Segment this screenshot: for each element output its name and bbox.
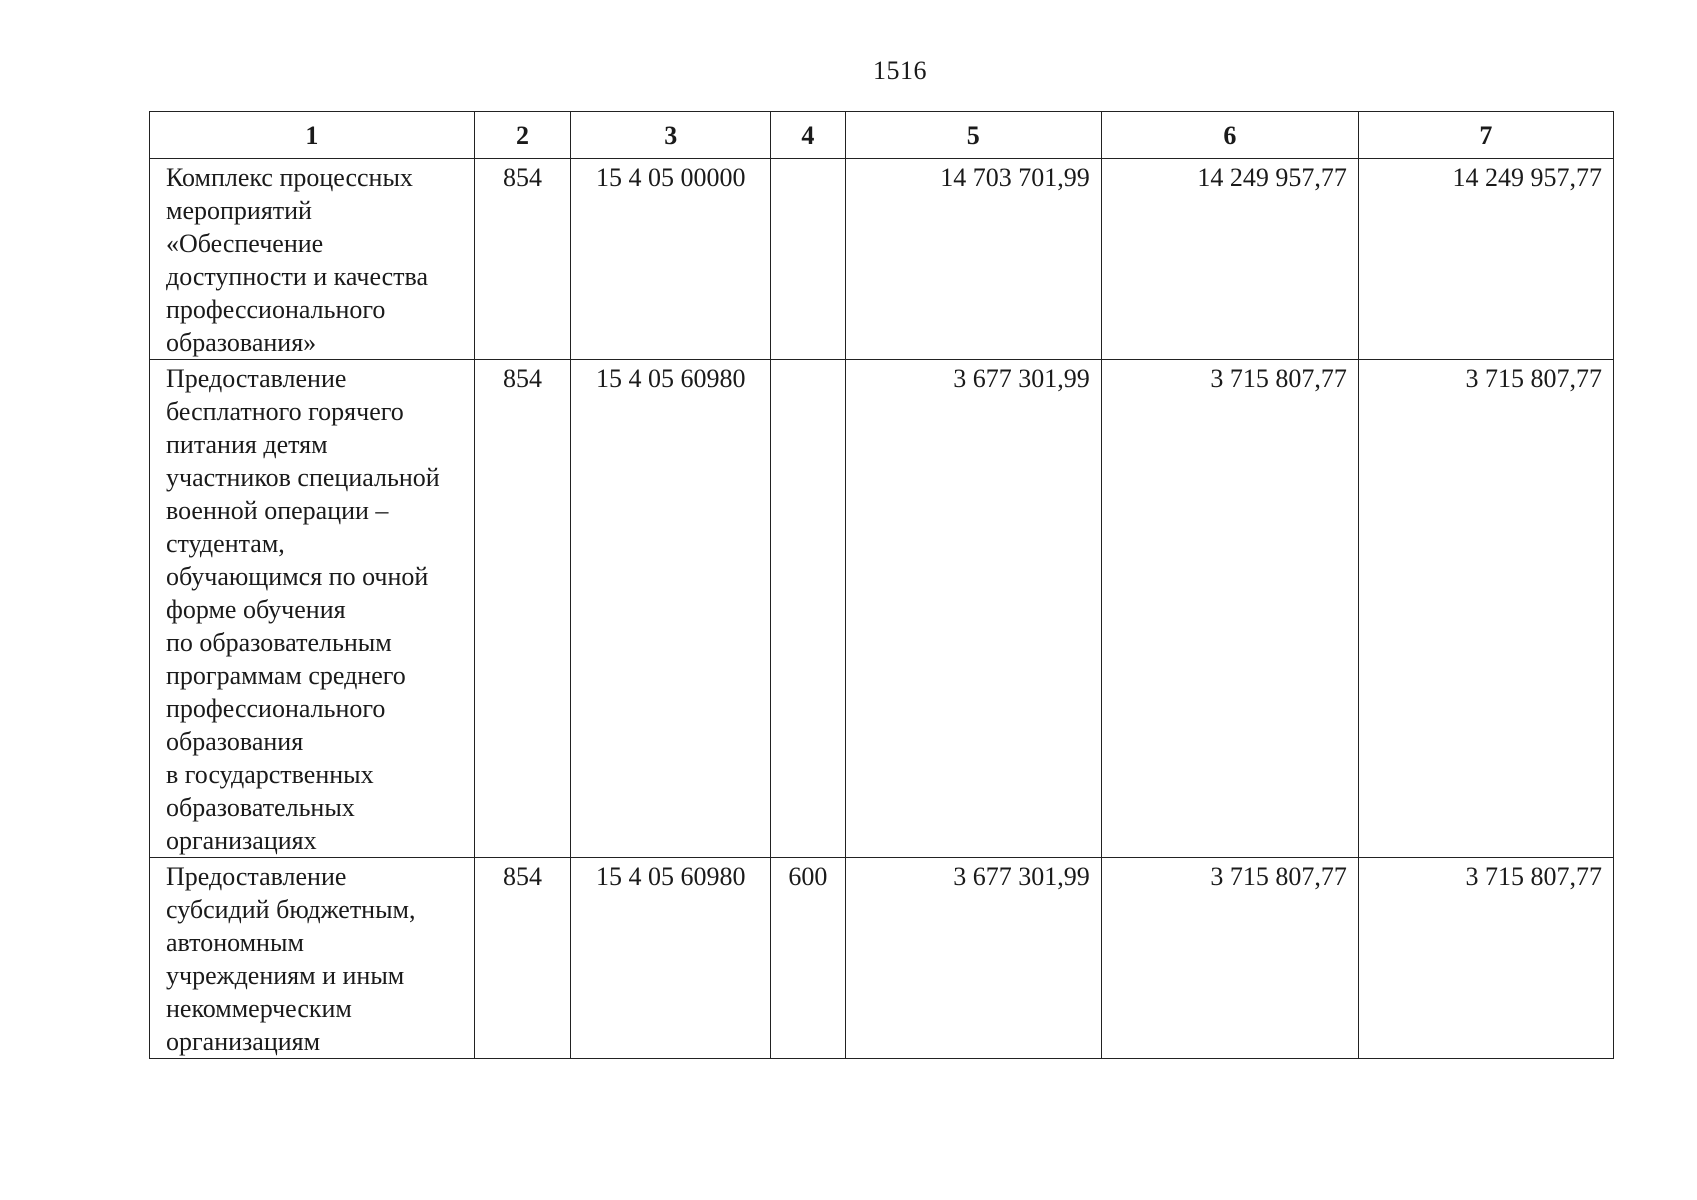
amount-cell-5: 3 677 301,99: [845, 858, 1101, 1059]
amount-cell-6: 14 249 957,77: [1101, 159, 1358, 360]
column-header-3: 3: [571, 112, 771, 159]
ministry-code-cell: 854: [474, 858, 571, 1059]
amount-cell-5: 14 703 701,99: [845, 159, 1101, 360]
table-header-row: [150, 112, 1614, 159]
expense-type-cell: 600: [771, 858, 846, 1059]
target-article-cell: 15 4 05 60980: [571, 360, 771, 858]
column-header-6: 6: [1101, 112, 1358, 159]
column-header-2: 2: [474, 112, 571, 159]
ministry-code-cell: 854: [474, 159, 571, 360]
page-number: 1516: [873, 56, 927, 85]
amount-cell-7: 3 715 807,77: [1358, 858, 1613, 1059]
column-header-5: 5: [845, 112, 1101, 159]
table-row: [150, 360, 1614, 858]
ministry-code-cell: 854: [474, 360, 571, 858]
amount-cell-5: 3 677 301,99: [845, 360, 1101, 858]
amount-cell-7: 3 715 807,77: [1358, 360, 1613, 858]
target-article-cell: 15 4 05 00000: [571, 159, 771, 360]
budget-table: [149, 111, 1614, 1059]
amount-cell-7: 14 249 957,77: [1358, 159, 1613, 360]
row-name-cell: Предоставление субсидий бюджетным, автономным учреждениям и иным некоммерческим организациям: [150, 858, 475, 1059]
row-name-cell: Комплекс процессных мероприятий «Обеспечение доступности и качества профессионального образования»: [150, 159, 475, 360]
expense-type-cell: [771, 159, 846, 360]
amount-cell-6: 3 715 807,77: [1101, 360, 1358, 858]
table-row: [150, 159, 1614, 360]
target-article-cell: 15 4 05 60980: [571, 858, 771, 1059]
amount-cell-6: 3 715 807,77: [1101, 858, 1358, 1059]
column-header-1: 1: [150, 112, 475, 159]
row-name-cell: Предоставление бесплатного горячего питания детям участников специальной военной операции – студентам, обучающимся по очной форме обучения по образовательным программам среднего профессионального образования в государственных образовательных организациях: [150, 360, 475, 858]
column-header-4: 4: [771, 112, 846, 159]
column-header-7: 7: [1358, 112, 1613, 159]
table-row: [150, 858, 1614, 1059]
expense-type-cell: [771, 360, 846, 858]
